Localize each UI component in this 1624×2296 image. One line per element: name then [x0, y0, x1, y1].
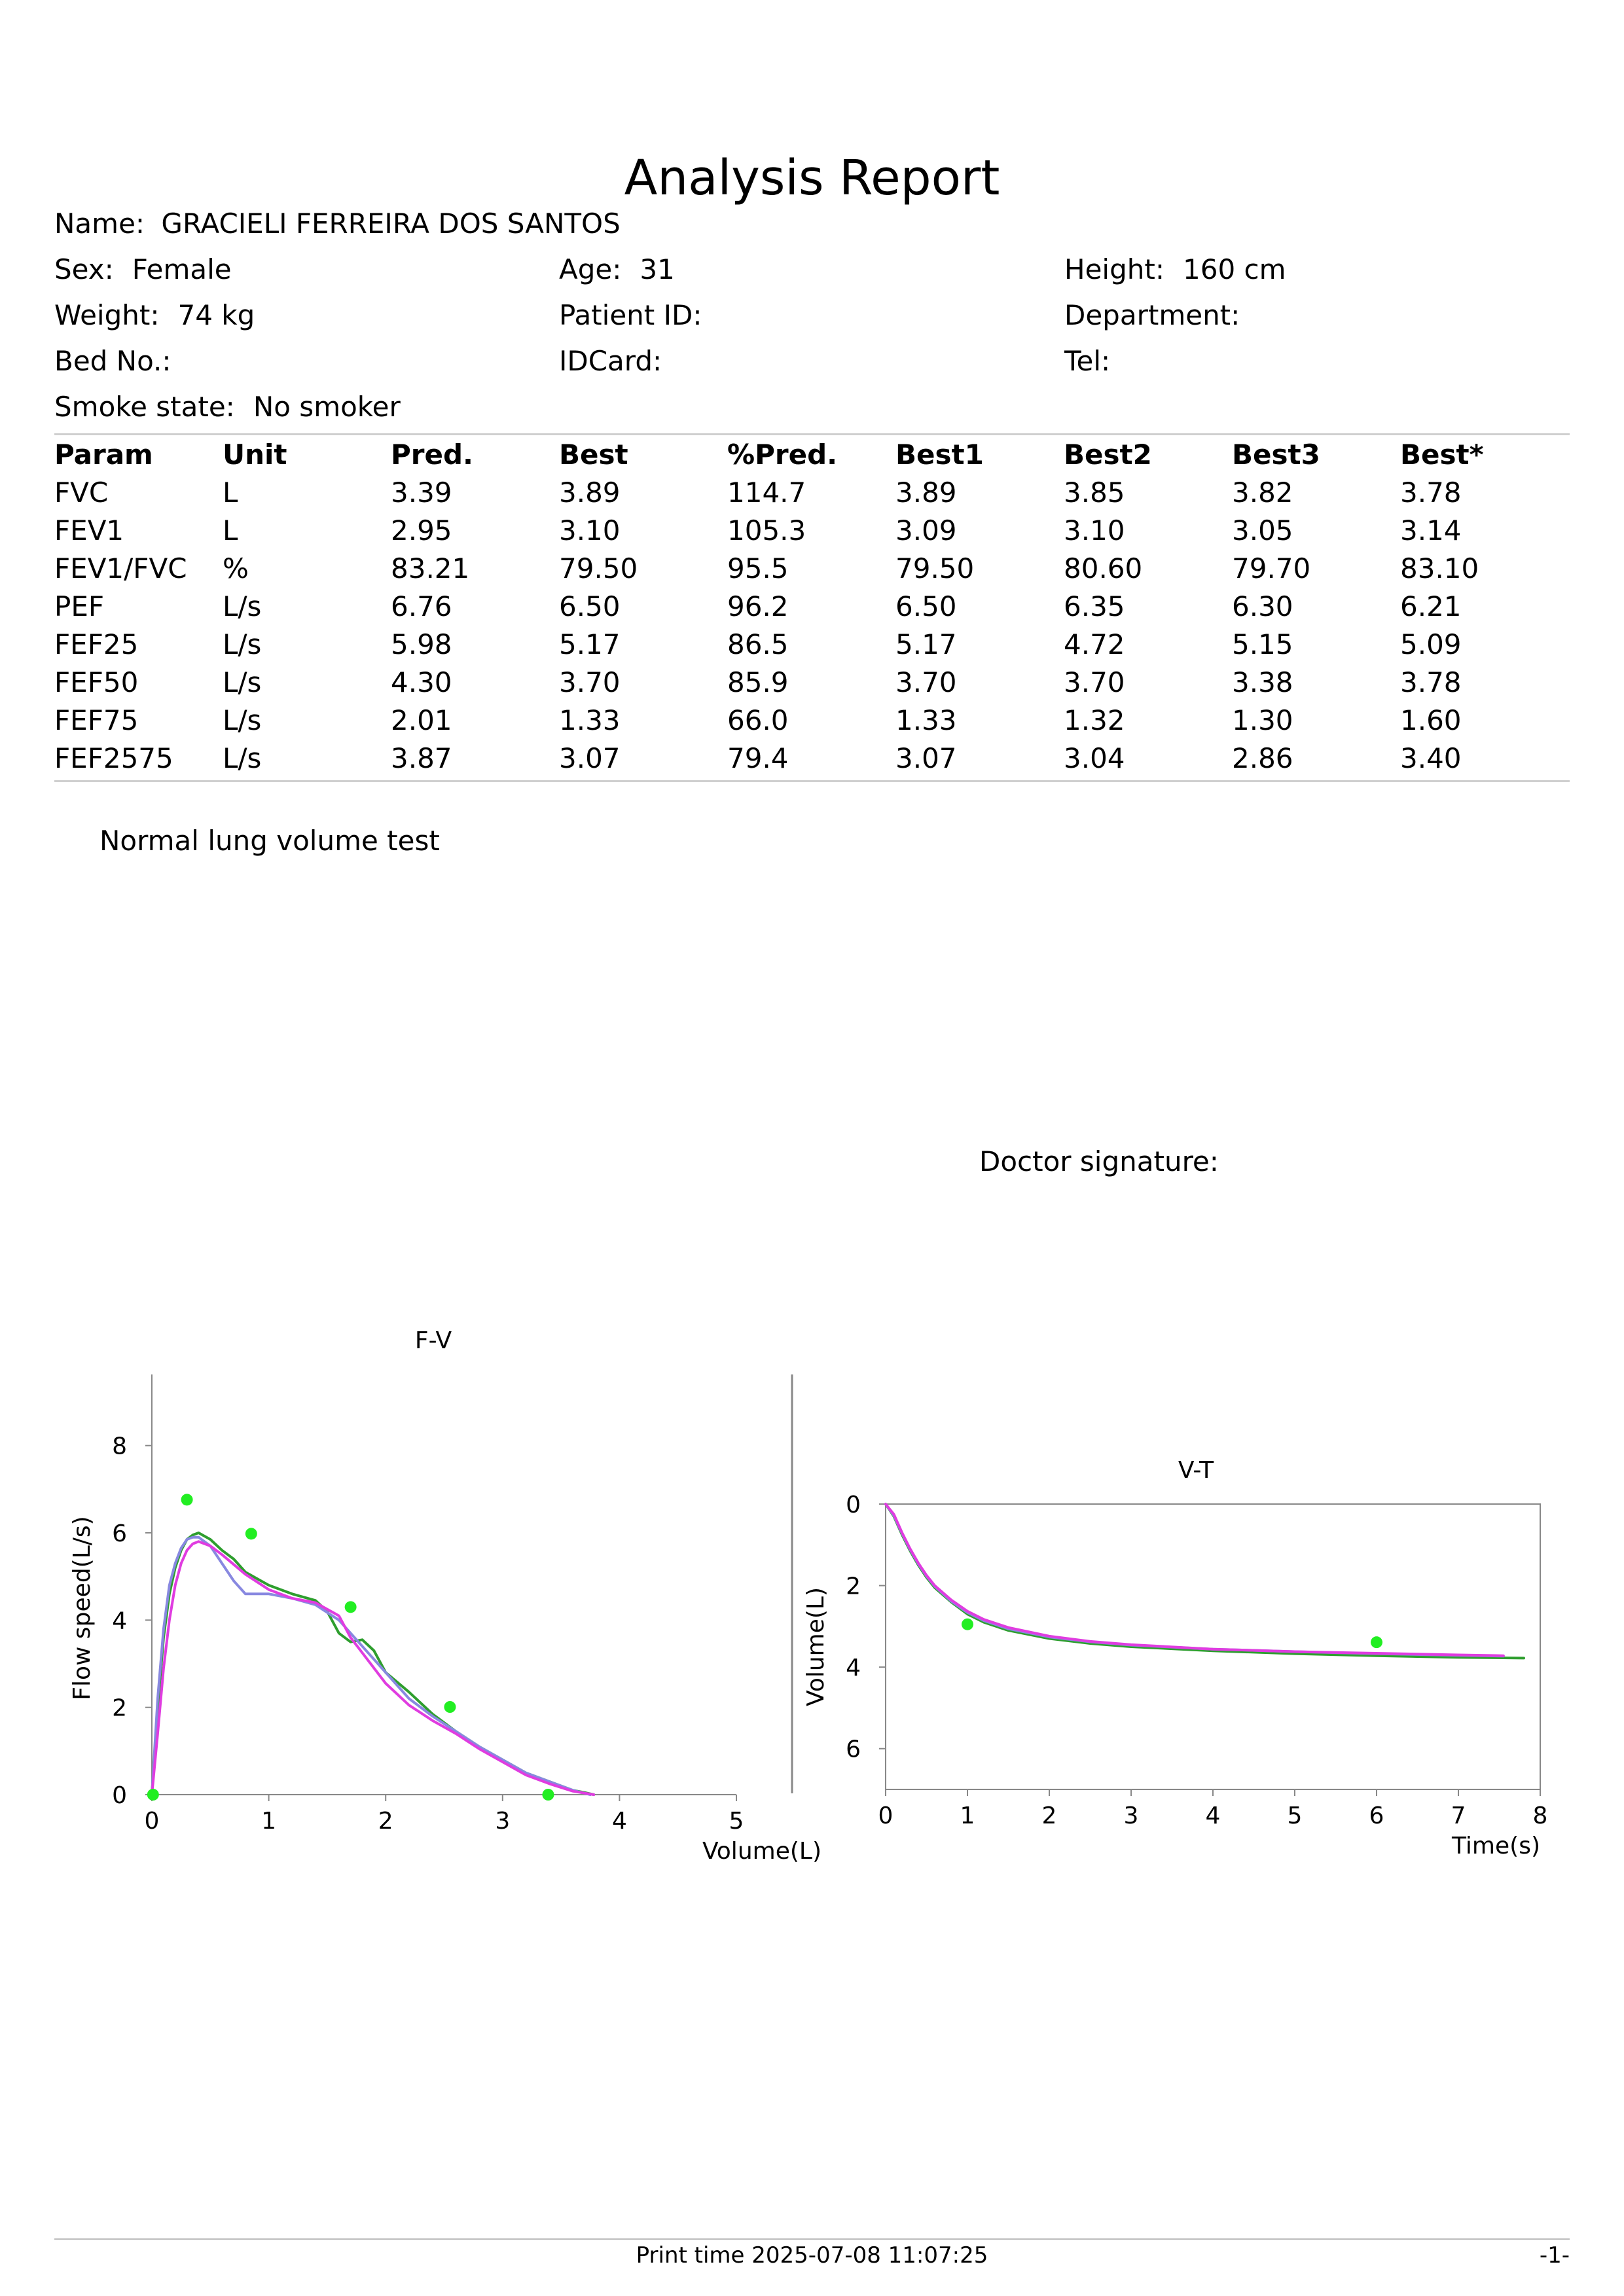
table-cell: 3.09	[895, 514, 957, 547]
table-cell: 3.78	[1400, 476, 1462, 509]
column-header: Pred.	[391, 439, 473, 471]
chart-title: V-T	[1178, 1457, 1214, 1484]
x-tick-label: 3	[495, 1808, 511, 1835]
table-row	[54, 702, 1570, 740]
name-value: GRACIELI FERREIRA DOS SANTOS	[161, 207, 621, 240]
table-cell: 3.87	[391, 742, 452, 774]
table-cell: 86.5	[727, 628, 789, 660]
x-tick-label: 1	[261, 1808, 277, 1835]
table-cell: 1.32	[1064, 704, 1125, 736]
table-cell: 85.9	[727, 666, 789, 698]
x-tick-label: 4	[611, 1808, 627, 1835]
table-cell: 3.07	[895, 742, 957, 774]
column-header: %Pred.	[727, 439, 838, 471]
table-cell: 2.95	[391, 514, 452, 547]
height-row	[1064, 250, 1286, 289]
x-tick-label: 4	[1205, 1803, 1221, 1829]
sex-value: Female	[132, 253, 232, 285]
table-cell: 6.50	[559, 590, 621, 622]
x-tick-label: 1	[960, 1803, 975, 1829]
table-cell: 5.09	[1400, 628, 1462, 660]
table-cell: 3.40	[1400, 742, 1462, 774]
y-tick-label: 0	[112, 1782, 127, 1809]
table-cell: FEF50	[54, 666, 139, 698]
table-cell: FVC	[54, 476, 109, 509]
table-cell: 5.17	[895, 628, 957, 660]
print-time: Print time 2025-07-08 11:07:25	[636, 2242, 988, 2269]
table-cell: 3.70	[1064, 666, 1125, 698]
table-cell: 5.98	[391, 628, 452, 660]
table-cell: PEF	[54, 590, 105, 622]
table-cell: 4.72	[1064, 628, 1125, 660]
table-cell: FEF2575	[54, 742, 173, 774]
y-tick-label: 2	[112, 1695, 127, 1722]
table-bottom-rule	[54, 780, 1570, 782]
x-axis-label: Time(s)	[1452, 1833, 1540, 1859]
table-row	[54, 512, 1570, 550]
y-tick-label: 4	[846, 1655, 861, 1682]
x-tick-label: 0	[878, 1803, 893, 1829]
predicted-point	[444, 1701, 456, 1713]
smoke-label: Smoke state:	[54, 391, 235, 423]
series-line-3	[886, 1504, 1504, 1656]
table-row	[54, 664, 1570, 702]
table-row	[54, 550, 1570, 588]
table-cell: L/s	[223, 704, 262, 736]
name-label: Name:	[54, 207, 145, 240]
table-cell: L/s	[223, 666, 262, 698]
table-cell: 6.30	[1232, 590, 1293, 622]
idcard-row	[559, 342, 662, 381]
column-header: Unit	[223, 439, 287, 471]
table-cell: 95.5	[727, 552, 789, 584]
flow-volume-chart	[39, 1309, 821, 1872]
x-tick-label: 2	[378, 1808, 393, 1835]
column-header: Param	[54, 439, 153, 471]
smoke-value: No smoker	[253, 391, 401, 423]
table-cell: 6.76	[391, 590, 452, 622]
x-axis-label: Volume(L)	[702, 1838, 821, 1865]
tel-label: Tel:	[1064, 345, 1111, 377]
table-cell: 1.60	[1400, 704, 1462, 736]
bed-label: Bed No.:	[54, 345, 171, 377]
table-cell: 3.14	[1400, 514, 1462, 547]
column-header: Best	[559, 439, 628, 471]
table-cell: 3.10	[559, 514, 621, 547]
series-line-1	[152, 1533, 594, 1795]
age-label: Age:	[559, 253, 622, 285]
height-value: 160 cm	[1183, 253, 1286, 285]
department-label: Department:	[1064, 299, 1240, 331]
table-cell: 3.89	[559, 476, 621, 509]
table-cell: 2.86	[1232, 742, 1293, 774]
parameters-table	[54, 436, 1570, 778]
table-cell: 79.50	[559, 552, 638, 584]
weight-value: 74 kg	[177, 299, 255, 331]
table-cell: 3.82	[1232, 476, 1293, 509]
volume-time-chart	[779, 1440, 1578, 1872]
table-row	[54, 626, 1570, 664]
age-value: 31	[640, 253, 675, 285]
table-cell: L/s	[223, 628, 262, 660]
predicted-point	[1371, 1636, 1382, 1648]
series-line-3	[152, 1541, 594, 1795]
page-number: -1-	[1539, 2242, 1570, 2269]
y-tick-label: 4	[112, 1607, 127, 1635]
y-tick-label: 6	[112, 1520, 127, 1547]
table-cell: 5.15	[1232, 628, 1293, 660]
table-cell: 3.38	[1232, 666, 1293, 698]
y-axis-label: Flow speed(L/s)	[69, 1516, 96, 1700]
x-tick-label: 2	[1041, 1803, 1057, 1829]
weight-label: Weight:	[54, 299, 160, 331]
plot-frame	[886, 1504, 1540, 1789]
patient-id-row	[559, 296, 702, 335]
table-top-rule	[54, 433, 1570, 435]
table-cell: 3.89	[895, 476, 957, 509]
table-cell: 79.50	[895, 552, 975, 584]
x-tick-label: 5	[1287, 1803, 1303, 1829]
table-cell: 3.05	[1232, 514, 1293, 547]
series-line-1	[886, 1504, 1524, 1658]
column-header: Best2	[1064, 439, 1152, 471]
table-cell: 3.07	[559, 742, 621, 774]
x-tick-label: 0	[144, 1808, 160, 1835]
table-cell: 6.50	[895, 590, 957, 622]
x-tick-label: 6	[1369, 1803, 1384, 1829]
report-title: Analysis Report	[624, 150, 1000, 206]
height-label: Height:	[1064, 253, 1164, 285]
table-cell: FEF75	[54, 704, 139, 736]
conclusion-text: Normal lung volume test	[99, 825, 440, 857]
table-cell: 79.4	[727, 742, 789, 774]
table-cell: L/s	[223, 590, 262, 622]
x-tick-label: 5	[729, 1808, 744, 1835]
y-tick-label: 2	[846, 1573, 861, 1600]
table-cell: 3.78	[1400, 666, 1462, 698]
smoke-row	[54, 387, 401, 427]
sex-row	[54, 250, 232, 289]
chart-title: F-V	[414, 1327, 452, 1354]
table-cell: 96.2	[727, 590, 789, 622]
table-cell: 5.17	[559, 628, 621, 660]
age-row	[559, 250, 675, 289]
predicted-point	[962, 1619, 973, 1630]
table-cell: L/s	[223, 742, 262, 774]
y-tick-label: 0	[846, 1492, 861, 1518]
table-cell: 79.70	[1232, 552, 1311, 584]
x-tick-label: 7	[1451, 1803, 1466, 1829]
table-cell: 3.10	[1064, 514, 1125, 547]
table-cell: 6.21	[1400, 590, 1462, 622]
name-row	[54, 204, 621, 243]
table-cell: 1.33	[559, 704, 621, 736]
tel-row	[1064, 342, 1110, 381]
y-axis-label: Volume(L)	[803, 1587, 829, 1707]
table-cell: 105.3	[727, 514, 806, 547]
footer-rule	[54, 2238, 1570, 2240]
sex-label: Sex:	[54, 253, 114, 285]
table-cell: 6.35	[1064, 590, 1125, 622]
table-row	[54, 588, 1570, 626]
weight-row	[54, 296, 255, 335]
department-row	[1064, 296, 1240, 335]
predicted-point	[345, 1601, 357, 1613]
table-cell: 1.33	[895, 704, 957, 736]
table-cell: 3.85	[1064, 476, 1125, 509]
idcard-label: IDCard:	[559, 345, 662, 377]
table-cell: %	[223, 552, 249, 584]
table-row	[54, 474, 1570, 512]
predicted-point	[245, 1528, 257, 1539]
table-cell: 80.60	[1064, 552, 1143, 584]
predicted-point	[181, 1494, 193, 1505]
table-cell: FEV1	[54, 514, 124, 547]
doctor-signature-label: Doctor signature:	[979, 1145, 1219, 1177]
column-header: Best*	[1400, 439, 1484, 471]
table-cell: 2.01	[391, 704, 452, 736]
table-cell: 3.39	[391, 476, 452, 509]
y-tick-label: 8	[112, 1433, 127, 1460]
table-cell: 3.70	[895, 666, 957, 698]
table-cell: 83.21	[391, 552, 470, 584]
table-cell: 114.7	[727, 476, 806, 509]
x-tick-label: 8	[1532, 1803, 1548, 1829]
table-cell: 1.30	[1232, 704, 1293, 736]
x-tick-label: 3	[1123, 1803, 1139, 1829]
table-cell: L	[223, 514, 238, 547]
bed-row	[54, 342, 171, 381]
table-cell: 4.30	[391, 666, 452, 698]
patient-id-label: Patient ID:	[559, 299, 702, 331]
table-cell: FEV1/FVC	[54, 552, 187, 584]
table-cell: 66.0	[727, 704, 789, 736]
table-cell: 83.10	[1400, 552, 1479, 584]
table-cell: 3.70	[559, 666, 621, 698]
column-header: Best1	[895, 439, 984, 471]
table-row	[54, 740, 1570, 778]
table-cell: 3.04	[1064, 742, 1125, 774]
predicted-point	[147, 1789, 159, 1801]
series-line-2	[886, 1504, 1504, 1656]
y-tick-label: 6	[846, 1736, 861, 1763]
table-cell: L	[223, 476, 238, 509]
column-header: Best3	[1232, 439, 1320, 471]
table-cell: FEF25	[54, 628, 139, 660]
table-header-row	[54, 436, 1570, 474]
predicted-point	[542, 1789, 554, 1801]
